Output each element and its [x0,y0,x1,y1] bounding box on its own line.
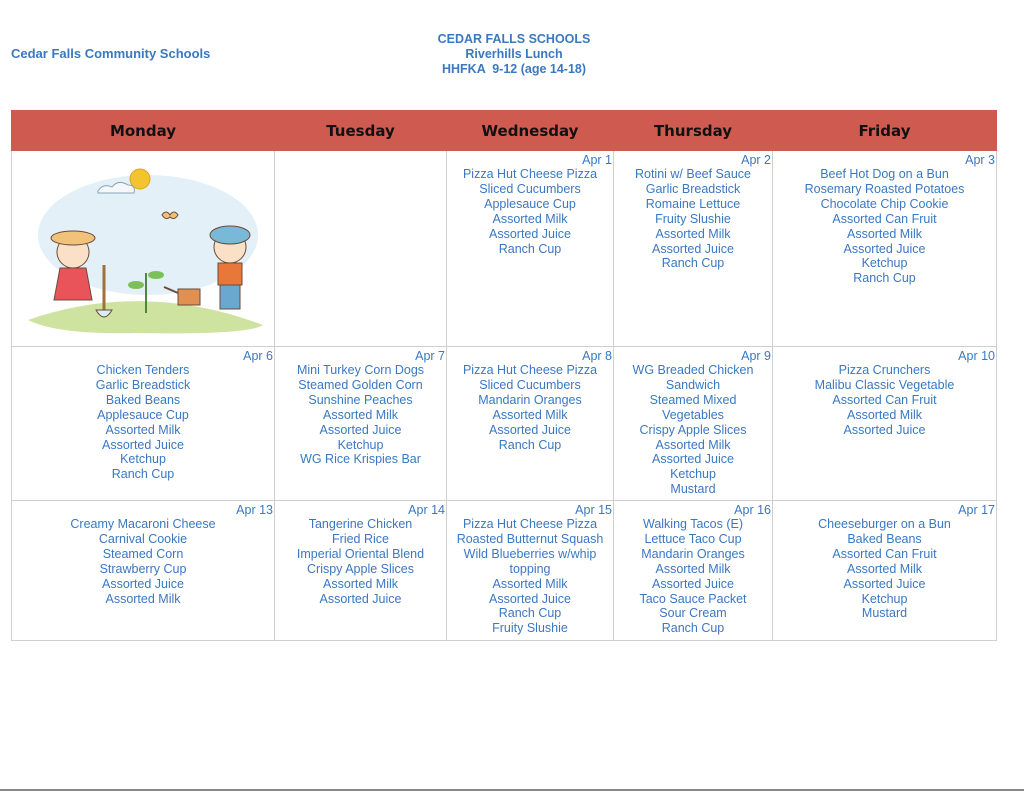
menu-item: Malibu Classic Vegetable [814,377,955,392]
menu-item: Sandwich [665,377,721,392]
weekday-header-wednesday: Wednesday [447,111,614,151]
menu-item: Assorted Juice [489,422,571,437]
page-bottom-divider [0,789,1024,791]
menu-item: Assorted Milk [846,226,923,241]
menu-item: Ketchup [670,467,716,482]
menu-item: Ranch Cup [111,467,175,482]
menu-item: topping [509,561,551,576]
menu-item: Lettuce Taco Cup [644,531,742,546]
menu-item: Assorted Can Fruit [832,546,937,561]
menu-items [447,501,613,636]
day-cell [275,501,447,641]
menu-item: Assorted Milk [105,591,181,606]
day-cell [12,501,275,641]
menu-item: Assorted Juice [489,591,571,606]
menu-item: Crispy Apple Slices [307,561,414,576]
date-label: Apr 6 [243,349,273,363]
menu-item: Roasted Butternut Squash [456,531,604,546]
day-cell [773,501,997,641]
date-label: Apr 2 [741,153,771,167]
menu-item: Crispy Apple Slices [639,422,747,437]
menu-item: Assorted Milk [492,576,568,591]
date-label: Apr 17 [958,503,995,517]
menu-items [614,501,772,636]
menu-item: WG Rice Krispies Bar [300,452,421,467]
weekday-header-friday: Friday [773,111,997,151]
menu-item: Mustard [670,482,716,497]
menu-item: Steamed Corn [102,546,184,561]
date-label: Apr 14 [408,503,445,517]
day-cell [12,347,275,501]
menu-item: Ranch Cup [498,606,562,621]
menu-item: Pizza Hut Cheese Pizza [462,517,598,531]
menu-item: Baked Beans [847,531,922,546]
menu-item: Sunshine Peaches [308,392,413,407]
day-cell [447,347,614,501]
menu-item: Steamed Mixed [649,392,737,407]
date-label: Apr 15 [575,503,612,517]
day-cell [447,151,614,347]
menu-item: Ketchup [861,591,908,606]
menu-item: Sliced Cucumbers [479,377,581,392]
day-cell [773,347,997,501]
menu-item: Romaine Lettuce [645,196,741,211]
date-label: Apr 13 [236,503,273,517]
kids-gardening-illustration [18,155,268,340]
menu-item: Assorted Juice [102,437,184,452]
menu-item: WG Breaded Chicken [632,363,754,377]
menu-item: Assorted Milk [322,576,399,591]
menu-items [614,151,772,271]
menu-item: Fruity Slushie [492,621,568,636]
age-group: HHFKA 9-12 (age 14-18) [441,62,587,76]
menu-item: Assorted Juice [489,226,571,241]
menu-item: Garlic Breadstick [645,181,741,196]
menu-item: Chocolate Chip Cookie [820,196,949,211]
day-cell [614,347,773,501]
menu-item: Baked Beans [105,392,181,407]
menu-item: Assorted Can Fruit [832,211,937,226]
menu-items [773,151,996,286]
menu-items [275,347,446,467]
menu-item: Pizza Hut Cheese Pizza [462,167,598,181]
menu-item: Steamed Golden Corn [298,377,423,392]
date-label: Apr 9 [741,349,771,363]
menu-item: Pizza Crunchers [838,363,931,377]
weekday-header-monday: Monday [12,111,275,151]
menu-item: Ranch Cup [498,437,562,452]
menu-item: Ranch Cup [853,271,916,286]
weekday-header-tuesday: Tuesday [275,111,447,151]
menu-item: Assorted Milk [492,407,568,422]
day-cell [614,501,773,641]
menu-item: Carnival Cookie [98,531,188,546]
day-cell [12,151,275,347]
date-label: Apr 7 [415,349,445,363]
menu-item: Garlic Breadstick [95,377,191,392]
menu-item: Walking Tacos (E) [642,517,744,531]
day-cell [275,347,447,501]
menu-item: Mandarin Oranges [478,392,582,407]
week-row [12,347,997,501]
district-title: CEDAR FALLS SCHOOLS [437,32,591,46]
menu-item: Strawberry Cup [99,561,187,576]
date-label: Apr 1 [582,153,612,167]
menu-item: Fruity Slushie [655,211,731,226]
menu-items [12,501,274,606]
menu-item: Assorted Milk [492,211,568,226]
menu-item: Assorted Milk [846,561,923,576]
date-label: Apr 8 [582,349,612,363]
menu-item: Assorted Milk [105,422,181,437]
menu-item: Assorted Juice [319,591,402,606]
menu-item: Creamy Macaroni Cheese [70,517,216,531]
date-label: Apr 10 [958,349,995,363]
menu-item: Fried Rice [332,531,389,546]
day-cell [614,151,773,347]
menu-item: Taco Sauce Packet [639,591,747,606]
menu-item: Applesauce Cup [97,407,189,422]
menu-item: Ketchup [120,452,166,467]
menu-item: Ketchup [337,437,384,452]
menu-item: Sliced Cucumbers [479,181,581,196]
menu-item: Assorted Juice [843,576,926,591]
menu-name: Riverhills Lunch [465,47,563,61]
menu-item: Ranch Cup [498,241,562,256]
menu-item: Assorted Milk [655,561,731,576]
menu-item: Ranch Cup [661,256,725,271]
menu-item: Pizza Hut Cheese Pizza [462,363,598,377]
menu-item: Beef Hot Dog on a Bun [820,167,949,181]
menu-item: Assorted Milk [655,226,731,241]
menu-item: Assorted Juice [652,452,734,467]
menu-item: Cheeseburger on a Bun [818,517,951,531]
day-cell [773,151,997,347]
day-cell [447,501,614,641]
menu-item: Assorted Juice [843,241,926,256]
menu-item: Imperial Oriental Blend [296,546,425,561]
menu-item: Mandarin Oranges [641,546,745,561]
menu-item: Vegetables [662,407,724,422]
menu-item: Assorted Juice [319,422,402,437]
menu-item: Applesauce Cup [484,196,576,211]
menu-item: Chicken Tenders [96,363,190,377]
menu-item: Ranch Cup [661,621,725,636]
menu-item: Assorted Milk [846,407,923,422]
week-row [12,151,997,347]
menu-item: Assorted Juice [652,241,734,256]
menu-item: Assorted Can Fruit [832,392,937,407]
menu-title-block [360,32,668,77]
weekday-header-thursday: Thursday [614,111,773,151]
menu-item: Mustard [861,606,908,621]
menu-item: Assorted Juice [843,422,926,437]
date-label: Apr 16 [734,503,771,517]
menu-item: Mini Turkey Corn Dogs [296,363,425,377]
menu-item: Ketchup [861,256,908,271]
menu-item: Rosemary Roasted Potatoes [804,181,965,196]
menu-item: Assorted Juice [102,576,184,591]
menu-item: Sour Cream [659,606,727,621]
menu-item: Assorted Milk [655,437,731,452]
date-label: Apr 3 [965,153,995,167]
menu-items [773,501,996,621]
menu-item: Tangerine Chicken [308,517,413,531]
menu-item: Wild Blueberries w/whip [463,546,597,561]
week-row [12,501,997,641]
menu-item: Assorted Juice [652,576,734,591]
menu-items [614,347,772,497]
day-cell [275,151,447,347]
menu-item: Assorted Milk [322,407,399,422]
organization-name: Cedar Falls Community Schools [11,46,211,61]
menu-item: Rotini w/ Beef Sauce [634,167,752,181]
weekday-header-row [12,111,997,151]
lunch-calendar [11,110,997,641]
menu-items [12,347,274,482]
